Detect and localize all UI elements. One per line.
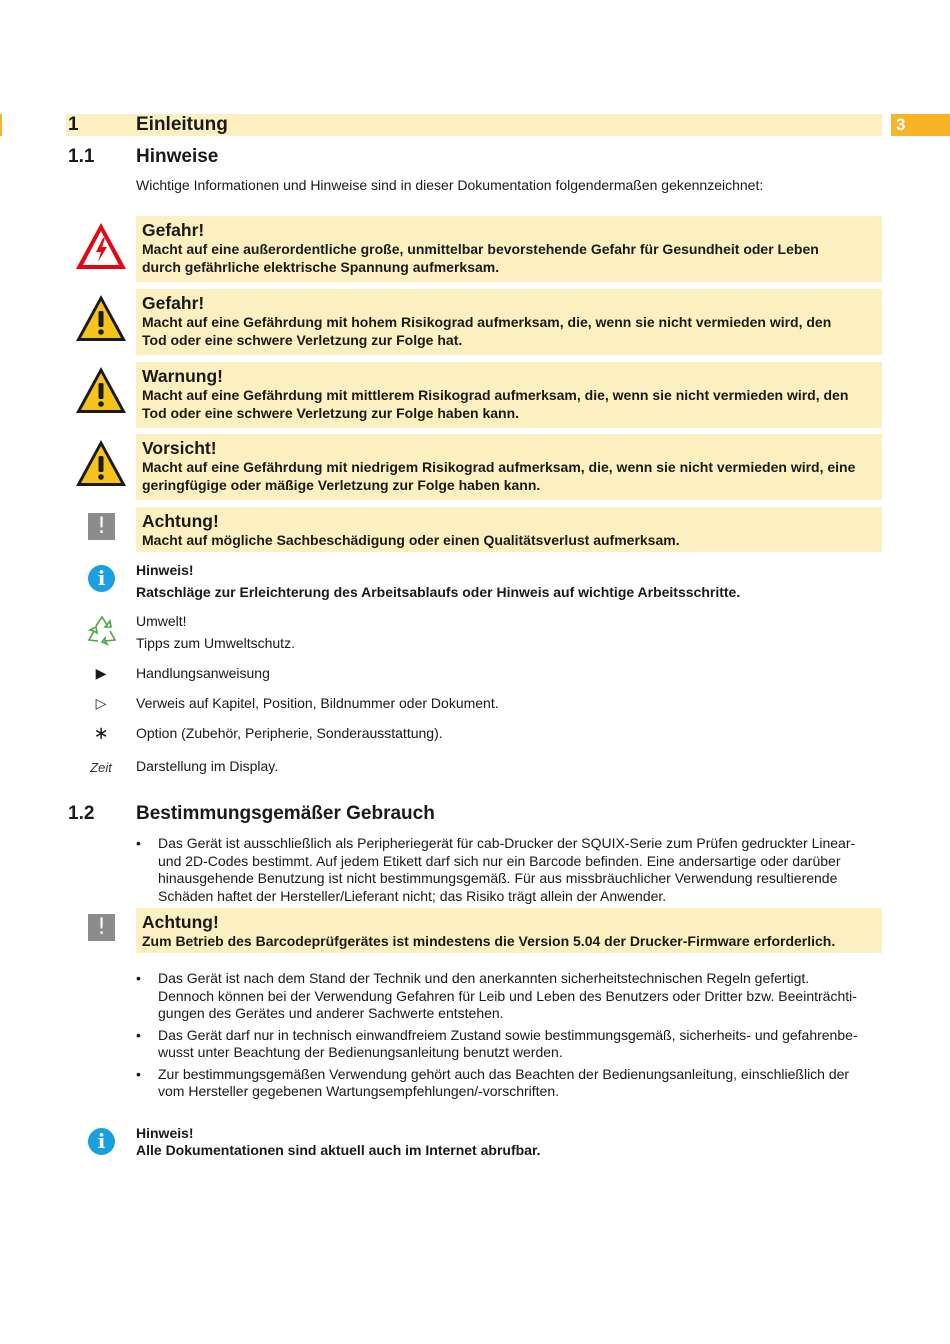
legend-text: Option (Zubehör, Peripherie, Sonderausstattung).: [136, 725, 443, 741]
legend-text: Darstellung im Display.: [136, 758, 279, 774]
chapter-number: 1: [68, 114, 79, 135]
notice-title: Gefahr!: [142, 220, 205, 240]
notice-warning: [136, 362, 882, 428]
usage-bullet-list: [136, 835, 882, 909]
list-item: • Das Gerät darf nur in technisch einwandfreiem Zustand sowie bestimmungsgemäß, sicherheits- und gefahrenbe- wusst unter Beachtung der Bedienungsanleitung benutzt werden.: [136, 1027, 882, 1062]
notice-attention: [136, 507, 882, 552]
section-title: Bestimmungsgemäßer Gebrauch: [136, 803, 435, 824]
environment-title: Umwelt!: [136, 613, 187, 629]
notice-danger: [136, 289, 882, 355]
environment-text: Tipps zum Umweltschutz.: [136, 635, 295, 651]
hint-title: Hinweis!: [136, 1125, 194, 1141]
notice-text: geringfügige oder mäßige Verletzung zur Folge haben kann.: [142, 476, 541, 493]
notice-text: durch gefährliche elektrische Spannung aufmerksam.: [142, 258, 500, 275]
notice-electric-danger: [136, 216, 882, 282]
section-number: 1.1: [68, 146, 95, 167]
info-icon: i: [88, 1128, 115, 1155]
hint-text: Ratschläge zur Erleichterung des Arbeitsablaufs oder Hinweis auf wichtige Arbeitsschritte.: [136, 584, 741, 600]
notice-title: Gefahr!: [142, 293, 205, 313]
notice-title: Vorsicht!: [142, 438, 217, 458]
play-filled-icon: ▶: [95, 665, 107, 681]
section-intro: Wichtige Informationen und Hinweise sind in dieser Dokumentation folgendermaßen gekennzeichnet:: [136, 177, 764, 193]
page-number: 3: [891, 114, 950, 136]
asterisk-icon: ∗: [93, 723, 109, 743]
notice-title: Warnung!: [142, 366, 223, 386]
info-icon: i: [88, 565, 115, 592]
section-number: 1.2: [68, 803, 95, 824]
warning-triangle-icon: [74, 437, 128, 491]
list-item: • Das Gerät ist ausschließlich als Peripheriegerät für cab-Drucker der SQUIX-Serie zum Prüfen gedruckter Linear- und 2D-Codes bestimmt. Auf jedem Etikett darf sich nur ein Barcode befinden. Eine andersartige oder darüber hinausgehende Benutzung ist nicht bestimmungsgemäß. Für aus missbräuchlicher Verwendung resultierende Schäden haftet der Hersteller/Lieferant nicht; das Risiko trägt allein der Anwender.: [136, 835, 882, 905]
notice-text: Macht auf eine außerordentliche große, unmittelbar bevorstehende Gefahr für Gesundheit oder Leben: [142, 241, 819, 257]
list-item: • Das Gerät ist nach dem Stand der Technik und den anerkannten sicherheitstechnischen Regeln gefertigt. Dennoch können bei der Verwendung Gefahren für Leib und Leben des Benutzers oder Dritter bzw. Beeinträchti- gungen des Gerätes und anderer Sachwerte entstehen.: [136, 970, 882, 1023]
notice-caution: [136, 434, 882, 500]
notice-text: Macht auf eine Gefährdung mit niedrigem Risikograd aufmerksam, die, wenn sie nicht vermieden wird, eine: [142, 459, 856, 475]
notice-text: Tod oder eine schwere Verletzung zur Folge haben kann.: [142, 404, 520, 421]
notice-text: Macht auf mögliche Sachbeschädigung oder einen Qualitätsverlust aufmerksam.: [142, 532, 680, 548]
notice-text: Macht auf eine Gefährdung mit hohem Risikograd aufmerksam, die, wenn sie nicht vermieden wird, den: [142, 314, 832, 330]
hint-title: Hinweis!: [136, 562, 194, 578]
legend-text: Verweis auf Kapitel, Position, Bildnummer oder Dokument.: [136, 695, 499, 711]
notice-title: Achtung!: [142, 912, 219, 932]
warning-triangle-icon: [74, 292, 128, 346]
recycle-icon: [86, 614, 118, 646]
safety-bullet-list: [136, 970, 882, 1105]
warning-triangle-icon: [74, 364, 128, 418]
section-title: Hinweise: [136, 146, 219, 167]
attention-icon: !: [88, 914, 115, 941]
notice-text: Tod oder eine schwere Verletzung zur Folge hat.: [142, 331, 463, 348]
play-outline-icon: ▷: [95, 695, 107, 711]
notice-attention-firmware: [136, 908, 882, 953]
list-item: • Zur bestimmungsgemäßen Verwendung gehört auch das Beachten der Bedienungsanleitung, einschließlich der vom Hersteller gegebenen Wartungsempfehlungen/-vorschriften.: [136, 1066, 882, 1101]
notice-title: Achtung!: [142, 511, 219, 531]
notice-text: Zum Betrieb des Barcodeprüfgerätes ist mindestens die Version 5.04 der Drucker-Firmware erforderlich.: [142, 933, 836, 949]
notice-text: Macht auf eine Gefährdung mit mittlerem Risikograd aufmerksam, die, wenn sie nicht vermieden wird, den: [142, 387, 849, 403]
attention-icon: !: [88, 513, 115, 540]
hint-text: Alle Dokumentationen sind aktuell auch im Internet abrufbar.: [136, 1142, 541, 1158]
chapter-left-marker: [0, 114, 2, 136]
legend-text: Handlungsanweisung: [136, 665, 270, 681]
electric-hazard-icon: [74, 220, 128, 274]
display-text-sample: Zeit: [90, 760, 112, 775]
chapter-title: Einleitung: [136, 114, 228, 135]
